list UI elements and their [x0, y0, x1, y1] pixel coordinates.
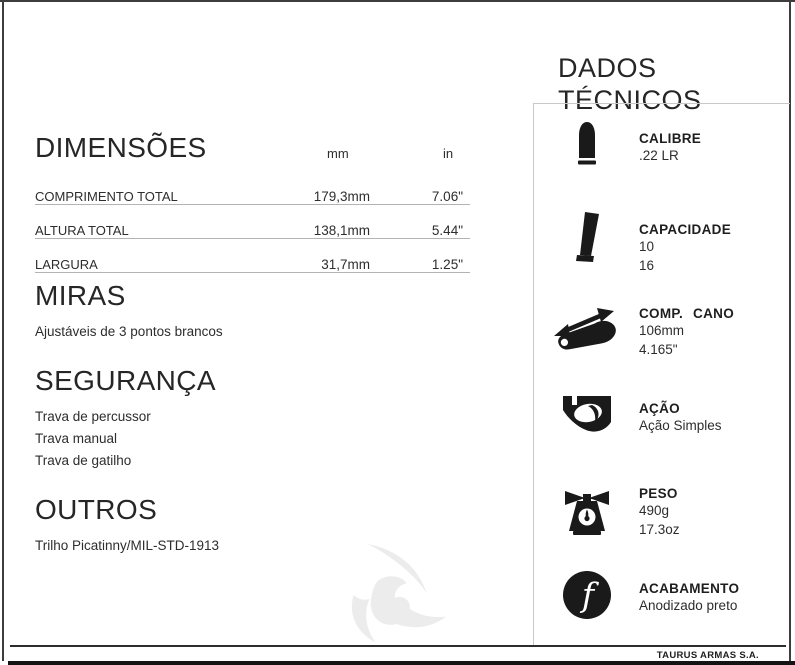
finish-icon	[534, 571, 639, 619]
magazine-icon	[534, 211, 639, 265]
safety-section	[35, 366, 455, 472]
safety-line: Trava de gatilho	[35, 453, 132, 468]
dimensions-table	[35, 171, 470, 273]
row-label: LARGURA	[35, 257, 98, 272]
others-title: OUTROS	[35, 494, 158, 525]
spec-label: PESO	[639, 486, 678, 501]
spec-item-peso	[534, 486, 786, 539]
page-left-edge	[2, 0, 4, 661]
spec-value: 17.3oz	[639, 522, 680, 537]
safety-line: Trava manual	[35, 431, 118, 446]
page-bottom-edge	[8, 661, 795, 665]
spec-value: 10	[639, 239, 655, 254]
spec-item-acabamento	[534, 575, 786, 619]
row-value-in: 7.06"	[431, 189, 463, 204]
row-value-mm: 179,3mm	[313, 189, 370, 204]
spec-value: 106mm	[639, 323, 685, 338]
spec-item-capacidade	[534, 222, 786, 275]
dimensions-section	[35, 133, 470, 273]
sights-section	[35, 281, 455, 343]
sights-line: Ajustáveis de 3 pontos brancos	[35, 324, 223, 339]
spec-item-comp-cano	[534, 306, 786, 359]
technical-data-title: DADOS TÉCNICOS	[558, 53, 702, 115]
trigger-icon	[534, 396, 639, 438]
others-section	[35, 495, 475, 557]
footer-divider	[10, 645, 786, 647]
table-row	[35, 239, 470, 273]
spec-label: CALIBRE	[639, 131, 702, 146]
row-value-in: 5.44"	[431, 223, 463, 238]
row-label: COMPRIMENTO TOTAL	[35, 189, 178, 204]
dimensions-title: DIMENSÕES	[35, 132, 207, 163]
row-value-mm: 31,7mm	[321, 257, 370, 272]
table-row	[35, 171, 470, 205]
scale-icon	[534, 488, 639, 536]
spec-value: 4.165"	[639, 342, 678, 357]
svg-text:f: f	[581, 575, 594, 614]
spec-value: Ação Simples	[639, 418, 722, 433]
safety-title: SEGURANÇA	[35, 365, 216, 396]
spec-value: 490g	[639, 503, 670, 518]
spec-value: .22 LR	[639, 148, 679, 163]
spec-label: AÇÃO	[639, 401, 680, 416]
table-row	[35, 205, 470, 239]
barrel-length-icon	[534, 304, 639, 352]
spec-label: COMP. CANO	[639, 306, 735, 321]
technical-data-panel	[533, 103, 790, 646]
spec-label: ACABAMENTO	[639, 581, 740, 596]
spec-item-calibre	[534, 131, 786, 168]
sights-title: MIRAS	[35, 280, 126, 311]
spec-label: CAPACIDADE	[639, 222, 732, 237]
safety-line: Trava de percussor	[35, 409, 151, 424]
footer-brand: TAURUS ARMAS S.A.	[656, 650, 759, 661]
spec-value: 16	[639, 258, 655, 273]
bullet-icon	[534, 122, 639, 168]
row-label: ALTURA TOTAL	[35, 223, 129, 238]
page-top-edge	[0, 0, 795, 2]
spec-value: Anodizado preto	[639, 598, 738, 613]
column-header-in: in	[443, 146, 454, 161]
row-value-in: 1.25"	[431, 257, 463, 272]
column-header-mm: mm	[327, 146, 349, 161]
spec-item-acao	[534, 401, 786, 438]
others-line: Trilho Picatinny/MIL-STD-1913	[35, 538, 220, 553]
row-value-mm: 138,1mm	[313, 223, 370, 238]
